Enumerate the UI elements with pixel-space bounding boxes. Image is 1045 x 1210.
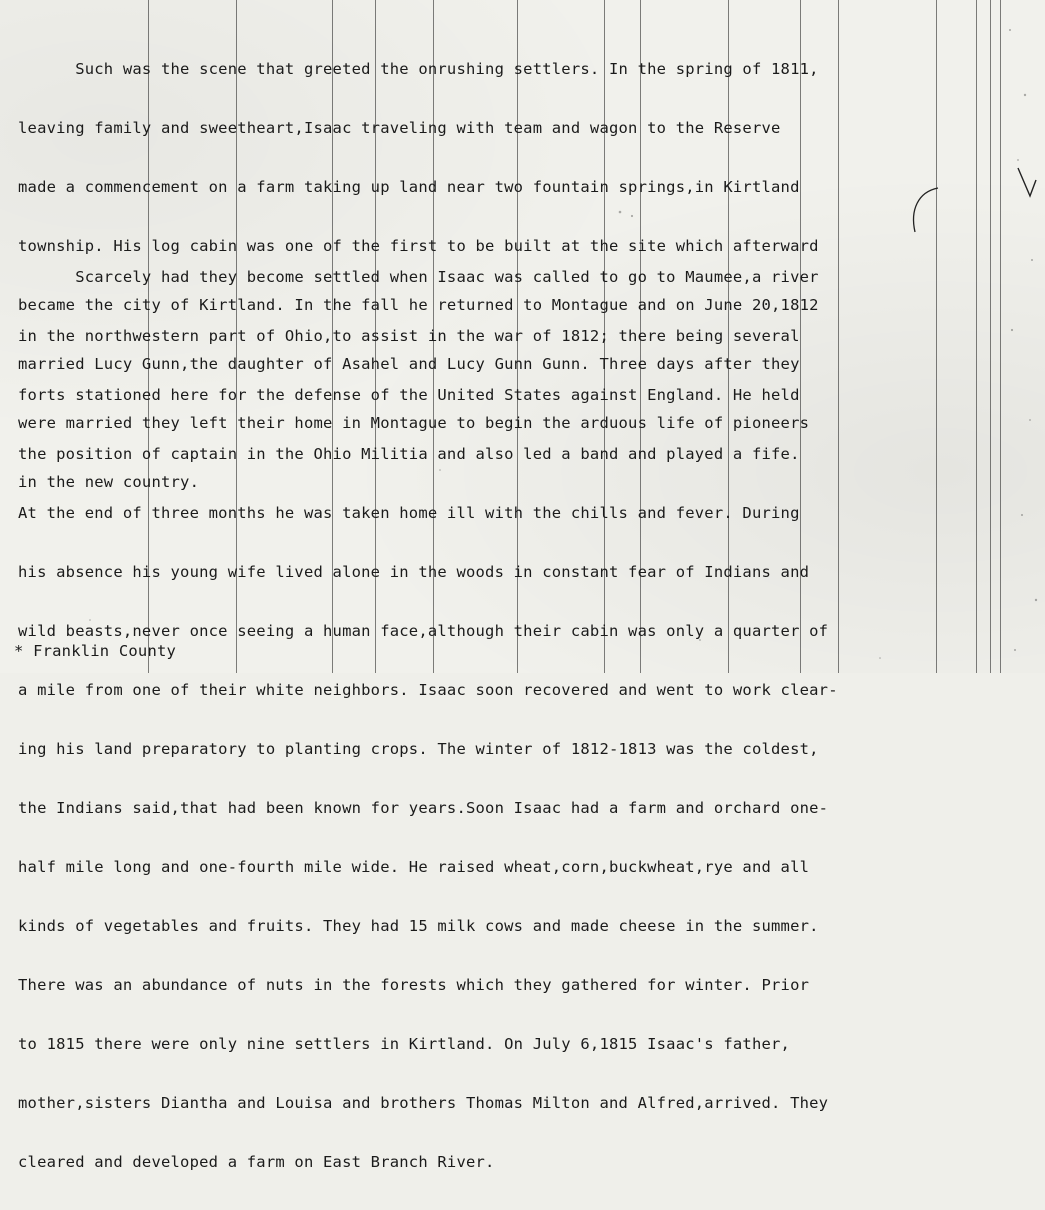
text-line: cleared and developed a farm on East Branch River. bbox=[18, 1153, 495, 1171]
footnote: * Franklin County bbox=[14, 642, 177, 660]
text-line: in the new country. bbox=[18, 473, 200, 491]
scan-crease bbox=[990, 0, 991, 673]
pencil-mark-icon bbox=[914, 188, 938, 232]
text-line: in the northwestern part of Ohio,to assist in the war of 1812; there being several bbox=[18, 327, 800, 345]
text-line: forts stationed here for the defense of the United States against England. He held bbox=[18, 386, 800, 404]
text-line: his absence his young wife lived alone in the woods in constant fear of Indians and bbox=[18, 563, 810, 581]
text-line: to 1815 there were only nine settlers in Kirtland. On July 6,1815 Isaac's father, bbox=[18, 1035, 791, 1053]
text-line: ing his land preparatory to planting crops. The winter of 1812-1813 was the coldest, bbox=[18, 740, 819, 758]
text-line: Scarcely had they become settled when Isaac was called to go to Maumee,a river bbox=[18, 268, 819, 286]
text-line: There was an abundance of nuts in the forests which they gathered for winter. Prior bbox=[18, 976, 810, 994]
scan-crease bbox=[838, 0, 839, 673]
text-line: were married they left their home in Montague to begin the arduous life of pioneers bbox=[18, 414, 810, 432]
text-line: married Lucy Gunn,the daughter of Asahel and Lucy Gunn Gunn. Three days after they bbox=[18, 355, 800, 373]
text-line: the position of captain in the Ohio Militia and also led a band and played a fife. bbox=[18, 445, 800, 463]
text-line: wild beasts,never once seeing a human face,although their cabin was only a quarter of bbox=[18, 622, 829, 640]
arrow-mark-icon bbox=[1018, 168, 1036, 196]
text-line: Such was the scene that greeted the onrushing settlers. In the spring of 1811, bbox=[18, 60, 819, 78]
text-line: township. His log cabin was one of the first to be built at the site which afterward bbox=[18, 237, 819, 255]
scan-crease bbox=[976, 0, 977, 673]
text-line: became the city of Kirtland. In the fall he returned to Montague and on June 20,1812 bbox=[18, 296, 819, 314]
scan-crease bbox=[1000, 0, 1001, 673]
text-line: made a commencement on a farm taking up land near two fountain springs,in Kirtland bbox=[18, 178, 800, 196]
text-line: half mile long and one-fourth mile wide. He raised wheat,corn,buckwheat,rye and all bbox=[18, 858, 810, 876]
text-line: leaving family and sweetheart,Isaac traveling with team and wagon to the Reserve bbox=[18, 119, 781, 137]
text-line: At the end of three months he was taken home ill with the chills and fever. During bbox=[18, 504, 800, 522]
scan-crease bbox=[936, 0, 937, 673]
text-line: kinds of vegetables and fruits. They had 15 milk cows and made cheese in the summer. bbox=[18, 917, 819, 935]
text-line: mother,sisters Diantha and Louisa and brothers Thomas Milton and Alfred,arrived. They bbox=[18, 1094, 829, 1112]
text-line: a mile from one of their white neighbors. Isaac soon recovered and went to work clear- bbox=[18, 681, 838, 699]
text-line: the Indians said,that had been known for years.Soon Isaac had a farm and orchard one- bbox=[18, 799, 829, 817]
paragraph-2 bbox=[18, 230, 838, 1210]
